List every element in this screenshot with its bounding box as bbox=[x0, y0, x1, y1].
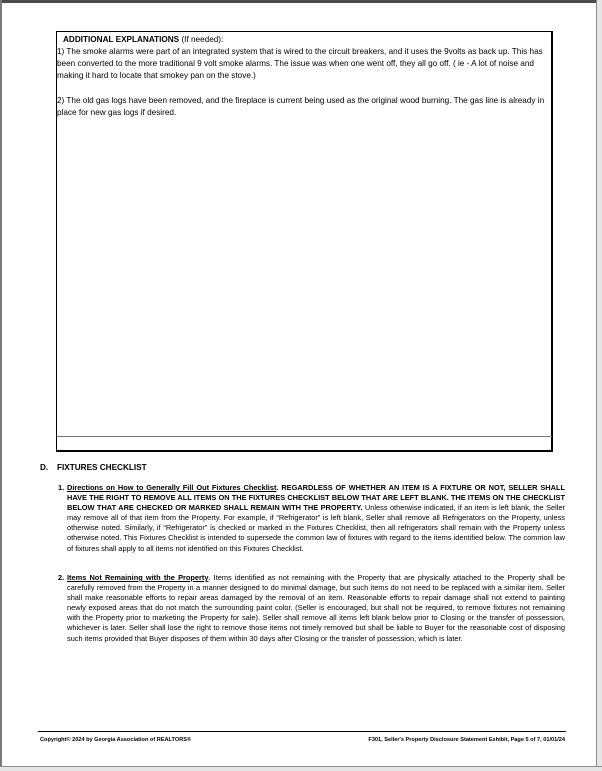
explanation-paragraph-2: 2) The old gas logs have been removed, and the fireplace is current being used as the original wood burning. The gas line is already in place for new gas logs if desired. bbox=[57, 96, 545, 118]
item-body-text: Unless otherwise indicated, if an item is left blank, the Seller may remove all of that item from the Property. For example, if “Refrigerator” is left blank, Seller shall remove all Refrigerators on the Property, unless otherwise noted. Similarly, if “Refrigerator” is checked or marked in the Fixtures Checklist, then all refrigerators shall remain with the Property unless otherwise noted. This Fixtures Checklist is intended to supersede the common law of fixtures with regard to the items identified below. The common law of fixtures shall apply to all items not identified on this Fixtures Checklist. bbox=[67, 503, 565, 553]
viewer-frame-top bbox=[0, 0, 602, 3]
item-caps-text: . REGARDLESS OF WHETHER AN ITEM IS A FIXTURE OR NOT, SELLER SHALL HAVE THE RIGHT TO REMOVE ALL ITEMS ON THE FIXTURES CHECKLIST BELOW THAT ARE LEFT BLANK. THE ITEMS ON THE CHECKLIST BELOW THAT ARE CHECKED OR MARKED SHALL REMAIN WITH THE PROPERTY. bbox=[67, 483, 565, 513]
additional-explanations-box[interactable] bbox=[56, 31, 553, 452]
item-body-text: . Items identified as not remaining with the Property that are physically attached to the Property shall be carefully removed from the Property in a manner designed to do minimal damage, but such items do not need to be replaced with a similar item. Seller shall make reasonable efforts to repair areas damaged by the removal of an item. Reasonable efforts to repair damage shall not extend to painting newly exposed areas that do not match the surrounding paint color. (Seller is encouraged, but shall not be required, to remove fixtures not remaining with the Property prior to marketing the Property for sale). Seller shall remove all items left blank below prior to Closing or the transfer of possession, whichever is later. Seller shall lose the right to remove those items not timely removed but shall be liable to Buyer for the reasonable cost of disposing such items provided that Buyer disposes of them within 30 days after Closing or the transfer of possession, which is later. bbox=[67, 573, 565, 643]
explanations-heading-note: (If needed): bbox=[181, 35, 224, 44]
viewer-frame-left bbox=[0, 0, 2, 771]
explanations-box-divider bbox=[57, 436, 552, 437]
section-letter: D. bbox=[40, 463, 49, 472]
explanation-paragraph-1: 1) The smoke alarms were part of an integrated system that is wired to the circuit breakers, and it uses the 9volts as back up. This has been converted to the more traditional 9 volt smoke alarms. The issue was when one went off, they all go off. ( ie - A lot of noise and making it hard to locate that smokey pan on the stove.) bbox=[57, 47, 543, 81]
explanations-heading bbox=[63, 35, 223, 44]
footer-rule bbox=[38, 731, 566, 732]
viewer-scrollbar[interactable] bbox=[596, 0, 602, 771]
explanations-heading-title: ADDITIONAL EXPLANATIONS bbox=[63, 35, 180, 44]
item-lead-title: Directions on How to Generally Fill Out Fixtures Checklist bbox=[67, 483, 277, 492]
footer-form-info: F301, Seller's Property Disclosure Statement Exhibit, Page 5 of 7, 01/01/24 bbox=[368, 737, 565, 743]
section-heading bbox=[40, 463, 147, 472]
items-not-remaining-item bbox=[58, 573, 565, 644]
item-number: 1. bbox=[58, 483, 65, 492]
checklist-directions-item bbox=[58, 483, 565, 554]
item-number: 2. bbox=[58, 573, 65, 582]
section-title: FIXTURES CHECKLIST bbox=[57, 463, 147, 472]
viewer-frame-bottom bbox=[0, 766, 602, 771]
item-lead-title: Items Not Remaining with the Property bbox=[67, 573, 209, 582]
footer-copyright: Copyright© 2024 by Georgia Association of REALTORS® bbox=[40, 737, 192, 743]
